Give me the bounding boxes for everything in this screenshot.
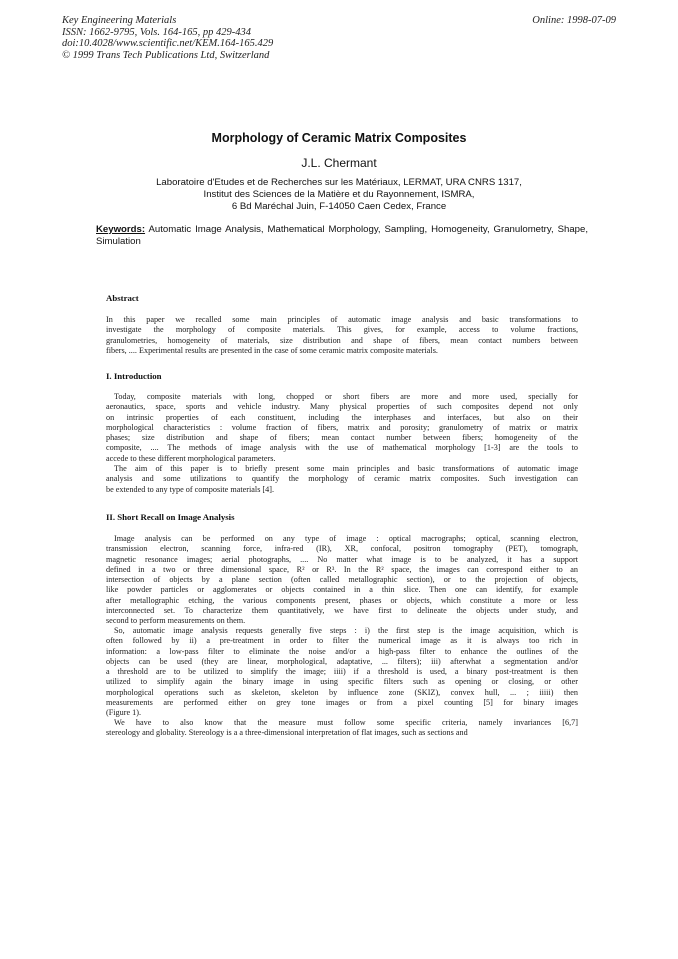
affiliation-line: Laboratoire d'Etudes et de Recherches sur les Matériaux, LERMAT, URA CNRS 1317, (156, 177, 522, 188)
text-line: So, automatic image analysis requests generally five steps : i) the first step is the image acquisition, which is (114, 626, 578, 635)
text-line: on intrinsic properties of each constituent, including the interphases and interfaces, but also on their (106, 412, 578, 422)
text-line: accede to these different morphological parameters. (106, 453, 276, 463)
text-line: Image analysis can be performed on any type of image : optical macrographs; optical, scanning electron, (114, 534, 578, 543)
text-line: (Figure 1). (106, 708, 142, 717)
author-affiliation (0, 177, 678, 213)
text-line: phases; size distribution and shape of fibers; mean contact number between fibers; homogeneity of the (106, 433, 578, 442)
text-line: morphological operations such as skeleton, skeleton by influence zone (SKIZ), convex hull, ... ; iiiii) then (106, 687, 578, 697)
journal-issn: ISSN: 1662-9795, Vols. 164-165, pp 429-434 (62, 26, 251, 38)
text-line: In this paper we recalled some main principles of automatic image analysis and basic transformations to (106, 315, 578, 324)
keywords-label: Keywords: (96, 224, 146, 235)
text-line: information: a low-pass filter to eliminate the noise and/or a high-pass filter to enhance the outlines of the (106, 646, 578, 656)
text-line: Today, composite materials with long, chopped or short fibers are more and more used, specially for (114, 392, 578, 401)
abstract-body (106, 315, 578, 356)
text-line: a threshold are to be utilized to simplify the image; iiii) if a threshold is used, a binary post-treatment is then (106, 667, 578, 676)
text-line: be extended to any type of composite materials [4]. (106, 484, 275, 494)
journal-header (62, 15, 616, 61)
text-line: like powder particles or agglomerates or objects contained in a thin slice. Then one can identify, for example (106, 585, 578, 595)
text-line: investigate the morphology of composite materials. This gives, for example, access to volume fractions, (106, 325, 578, 335)
affiliation-line: Institut des Sciences de la Matière et du Rayonnement, ISMRA, (203, 189, 475, 200)
text-line: measurements are performed either on grey tone images or from a pixel counting [5] for binary images (106, 697, 578, 707)
keywords (96, 224, 588, 247)
text-line: objects can be used (they are linear, morphological, adaptative, ... filters); iii) afterwhat a segmentation and/or (106, 656, 578, 666)
journal-copyright: © 1999 Trans Tech Publications Ltd, Switzerland (62, 49, 270, 61)
text-line: intersection of objects by a plane section (often called metallographic section), or to the projection of objects, (106, 575, 578, 584)
image-analysis-paragraph-2 (106, 626, 578, 718)
text-line: often followed by ii) a pre-treatment in order to filter the numerical image as it is always too rich in (106, 636, 578, 646)
paper-author: J.L. Chermant (301, 156, 377, 170)
text-line: utilized to simplify again the binary image in using specific filters such as opening or closing, or other (106, 677, 578, 687)
text-line: The aim of this paper is to briefly present some main principles and basic transformations of automatic image (114, 464, 578, 473)
text-line: morphological characteristics : volume fraction of fibers, matrix and porosity; granulometry of matrix or matrix (106, 422, 578, 432)
introduction-paragraph-1 (106, 392, 578, 464)
text-line: after metallographic etching, the various components present, phases or objects, which constitute a more or less (106, 595, 578, 605)
journal-info (62, 15, 273, 61)
paper-title: Morphology of Ceramic Matrix Composites (211, 131, 467, 145)
abstract-heading: Abstract (106, 293, 139, 303)
text-line: aeronautics, space, sports and vehicle industry. Many physical properties of such composites depend not only (106, 402, 578, 412)
image-analysis-paragraph-1 (106, 534, 578, 626)
text-line: interconnected set. To characterize them quantitatively, we have first to delineate the objects under study, and (106, 605, 578, 615)
text-line: second to perform measurements on them. (106, 616, 246, 625)
image-analysis-paragraph-3 (106, 718, 578, 739)
text-line: fibers, .... Experimental results are presented in the case of some ceramic matrix composite materials. (106, 345, 438, 355)
text-line: transmission electron, scanning force, infra-red (IR), XR, confocal, positron tomography (PET), tomograph, (106, 544, 578, 554)
affiliation-line: 6 Bd Maréchal Juin, F-14050 Caen Cedex, France (231, 201, 447, 212)
journal-doi: doi:10.4028/www.scientific.net/KEM.164-165.429 (62, 38, 274, 49)
text-line: defined in a two or three dimensional space, R² or R³. In the R² space, the images can correspond either to an (106, 564, 578, 574)
keywords-text: Automatic Image Analysis, Mathematical Morphology, Sampling, Homogeneity, Granulometry, Shape, Simulation (96, 224, 588, 247)
section-heading-image-analysis: II. Short Recall on Image Analysis (106, 512, 235, 522)
text-line: composite, .... The methods of image analysis with the use of mathematical morphology [1-3] are the tools to (106, 443, 578, 453)
text-line: We have to also know that the measure must follow some specific criteria, namely invariances [6,7] (114, 718, 578, 727)
text-line: magnetic resonance images; aerial photographs, .... No matter what image is to be analyzed, it has a support (106, 554, 578, 564)
text-line: stereology and globality. Stereology is a a three-dimensional interpretation of flat images, such as sections and (106, 728, 468, 738)
text-line: granulometries, homogeneity of materials, size distribution and shape of fibers, mean contact numbers between (106, 335, 578, 345)
section-heading-introduction: I. Introduction (106, 371, 162, 381)
journal-name: Key Engineering Materials (62, 15, 177, 26)
introduction-paragraph-2 (106, 464, 578, 495)
online-date: Online: 1998-07-09 (532, 15, 616, 26)
text-line: analysis and some utilizations to quantify the morphology of ceramic matrix composites. Such investigation can (106, 474, 578, 484)
